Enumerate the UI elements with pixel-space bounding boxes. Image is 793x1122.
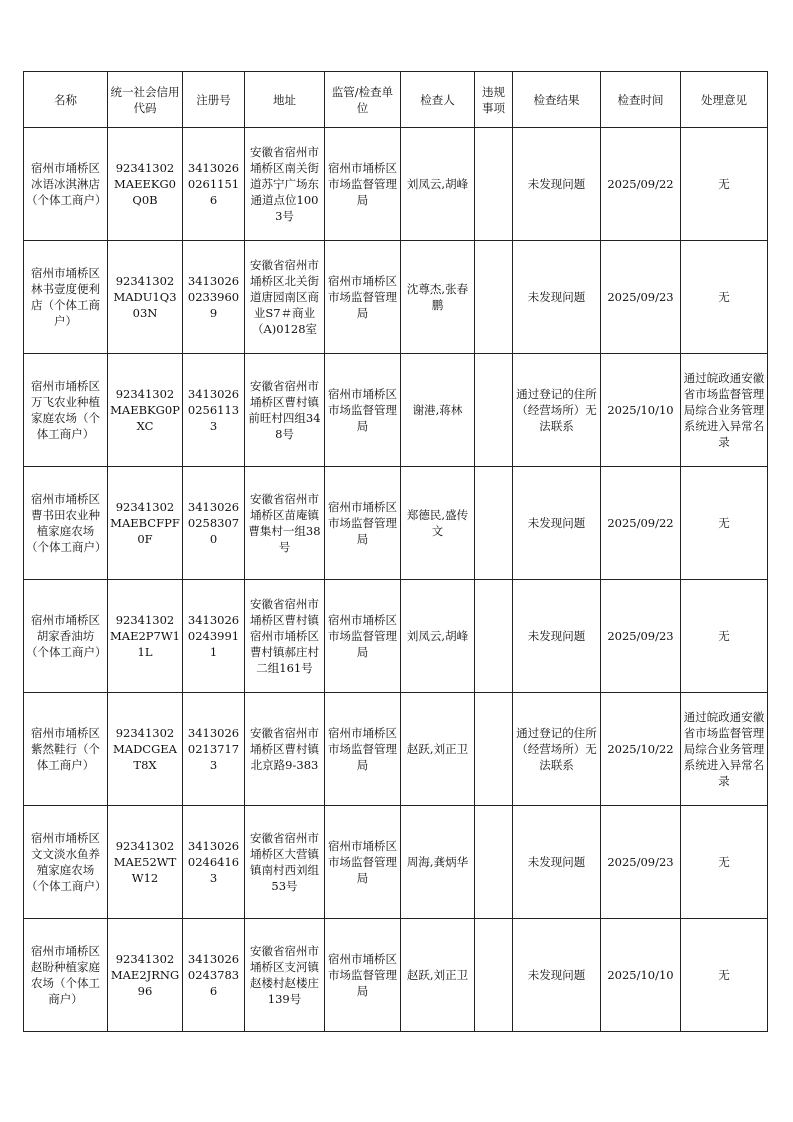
cell-address: 安徽省宿州市埇桥区南关街道苏宁广场东通道点位1003号 <box>245 128 325 241</box>
cell-reg-no: 341302602583070 <box>183 467 245 580</box>
header-violation: 违规事项 <box>475 72 513 128</box>
cell-unit: 宿州市埇桥区市场监督管理局 <box>325 467 401 580</box>
cell-result: 未发现问题 <box>513 919 601 1032</box>
cell-credit-code: 92341302MAEEKG0Q0B <box>108 128 183 241</box>
cell-violation <box>475 467 513 580</box>
cell-reg-no: 341302602561133 <box>183 354 245 467</box>
cell-violation <box>475 241 513 354</box>
cell-address: 安徽省宿州市埇桥区苗庵镇曹集村一组38号 <box>245 467 325 580</box>
cell-name: 宿州市埇桥区冰语冰淇淋店（个体工商户） <box>24 128 108 241</box>
table-row <box>24 693 768 806</box>
header-unit: 监管/检查单位 <box>325 72 401 128</box>
cell-inspectors: 刘凤云,胡峰 <box>401 128 475 241</box>
table-row <box>24 354 768 467</box>
cell-credit-code: 92341302MADCGEAT8X <box>108 693 183 806</box>
cell-opinion: 无 <box>681 580 768 693</box>
cell-unit: 宿州市埇桥区市场监督管理局 <box>325 919 401 1032</box>
cell-opinion: 无 <box>681 241 768 354</box>
cell-credit-code: 92341302MAEBCFPF0F <box>108 467 183 580</box>
cell-address: 安徽省宿州市埇桥区曹村镇宿州市埇桥区曹村镇郝庄村二组161号 <box>245 580 325 693</box>
cell-result: 通过登记的住所（经营场所）无法联系 <box>513 693 601 806</box>
cell-credit-code: 92341302MAE2P7W11L <box>108 580 183 693</box>
cell-date: 2025/10/22 <box>601 693 681 806</box>
cell-unit: 宿州市埇桥区市场监督管理局 <box>325 693 401 806</box>
cell-unit: 宿州市埇桥区市场监督管理局 <box>325 354 401 467</box>
cell-opinion: 无 <box>681 806 768 919</box>
cell-inspectors: 刘凤云,胡峰 <box>401 580 475 693</box>
table-row <box>24 806 768 919</box>
table-row <box>24 128 768 241</box>
cell-opinion: 通过皖政通安徽省市场监督管理局综合业务管理系统进入异常名录 <box>681 693 768 806</box>
table-row <box>24 919 768 1032</box>
cell-date: 2025/09/23 <box>601 580 681 693</box>
header-address: 地址 <box>245 72 325 128</box>
cell-reg-no: 341302602464163 <box>183 806 245 919</box>
cell-result: 未发现问题 <box>513 128 601 241</box>
cell-address: 安徽省宿州市埇桥区大营镇镇南村西刘组53号 <box>245 806 325 919</box>
cell-violation <box>475 580 513 693</box>
table-row <box>24 580 768 693</box>
cell-result: 未发现问题 <box>513 467 601 580</box>
cell-credit-code: 92341302MAE2JRNG96 <box>108 919 183 1032</box>
cell-inspectors: 赵跃,刘正卫 <box>401 693 475 806</box>
cell-result: 未发现问题 <box>513 806 601 919</box>
table-row <box>24 467 768 580</box>
cell-date: 2025/09/22 <box>601 467 681 580</box>
cell-name: 宿州市埇桥区林书壹度便利店（个体工商户） <box>24 241 108 354</box>
cell-unit: 宿州市埇桥区市场监督管理局 <box>325 128 401 241</box>
cell-opinion: 通过皖政通安徽省市场监督管理局综合业务管理系统进入异常名录 <box>681 354 768 467</box>
cell-inspectors: 沈尊杰,张春鹏 <box>401 241 475 354</box>
cell-opinion: 无 <box>681 128 768 241</box>
cell-reg-no: 341302602137173 <box>183 693 245 806</box>
cell-inspectors: 谢港,蒋林 <box>401 354 475 467</box>
cell-violation <box>475 128 513 241</box>
cell-violation <box>475 806 513 919</box>
header-opinion: 处理意见 <box>681 72 768 128</box>
table-row <box>24 241 768 354</box>
cell-inspectors: 郑德民,盛传文 <box>401 467 475 580</box>
cell-date: 2025/10/10 <box>601 919 681 1032</box>
cell-date: 2025/10/10 <box>601 354 681 467</box>
cell-violation <box>475 693 513 806</box>
cell-date: 2025/09/23 <box>601 241 681 354</box>
header-date: 检查时间 <box>601 72 681 128</box>
cell-date: 2025/09/22 <box>601 128 681 241</box>
cell-reg-no: 341302602439911 <box>183 580 245 693</box>
cell-inspectors: 赵跃,刘正卫 <box>401 919 475 1032</box>
header-credit-code: 统一社会信用代码 <box>108 72 183 128</box>
cell-address: 安徽省宿州市埇桥区北关街道唐园南区商业S7＃商业（A)0128室 <box>245 241 325 354</box>
cell-result: 未发现问题 <box>513 580 601 693</box>
cell-unit: 宿州市埇桥区市场监督管理局 <box>325 806 401 919</box>
cell-result: 通过登记的住所（经营场所）无法联系 <box>513 354 601 467</box>
cell-opinion: 无 <box>681 919 768 1032</box>
cell-inspectors: 周海,龚炳华 <box>401 806 475 919</box>
header-name: 名称 <box>24 72 108 128</box>
cell-violation <box>475 354 513 467</box>
cell-result: 未发现问题 <box>513 241 601 354</box>
cell-address: 安徽省宿州市埇桥区曹村镇北京路9-383 <box>245 693 325 806</box>
cell-unit: 宿州市埇桥区市场监督管理局 <box>325 580 401 693</box>
cell-name: 宿州市埇桥区紫然鞋行（个体工商户） <box>24 693 108 806</box>
cell-name: 宿州市埇桥区曹书田农业种植家庭农场（个体工商户） <box>24 467 108 580</box>
cell-address: 安徽省宿州市埇桥区支河镇赵楼村赵楼庄139号 <box>245 919 325 1032</box>
header-inspectors: 检查人 <box>401 72 475 128</box>
header-result: 检查结果 <box>513 72 601 128</box>
cell-date: 2025/09/23 <box>601 806 681 919</box>
cell-reg-no: 341302602437836 <box>183 919 245 1032</box>
cell-opinion: 无 <box>681 467 768 580</box>
cell-reg-no: 341302602339609 <box>183 241 245 354</box>
cell-address: 安徽省宿州市埇桥区曹村镇前旺村四组348号 <box>245 354 325 467</box>
cell-name: 宿州市埇桥区赵盼种植家庭农场（个体工商户） <box>24 919 108 1032</box>
cell-credit-code: 92341302MADU1Q303N <box>108 241 183 354</box>
inspection-table <box>23 71 768 1032</box>
cell-name: 宿州市埇桥区文文淡水鱼养殖家庭农场（个体工商户） <box>24 806 108 919</box>
cell-unit: 宿州市埇桥区市场监督管理局 <box>325 241 401 354</box>
cell-credit-code: 92341302MAEBKG0PXC <box>108 354 183 467</box>
header-reg-no: 注册号 <box>183 72 245 128</box>
cell-reg-no: 341302602611516 <box>183 128 245 241</box>
cell-credit-code: 92341302MAE52WTW12 <box>108 806 183 919</box>
header-row <box>24 72 768 128</box>
cell-name: 宿州市埇桥区万飞农业种植家庭农场（个体工商户） <box>24 354 108 467</box>
cell-name: 宿州市埇桥区胡家香油坊（个体工商户） <box>24 580 108 693</box>
cell-violation <box>475 919 513 1032</box>
